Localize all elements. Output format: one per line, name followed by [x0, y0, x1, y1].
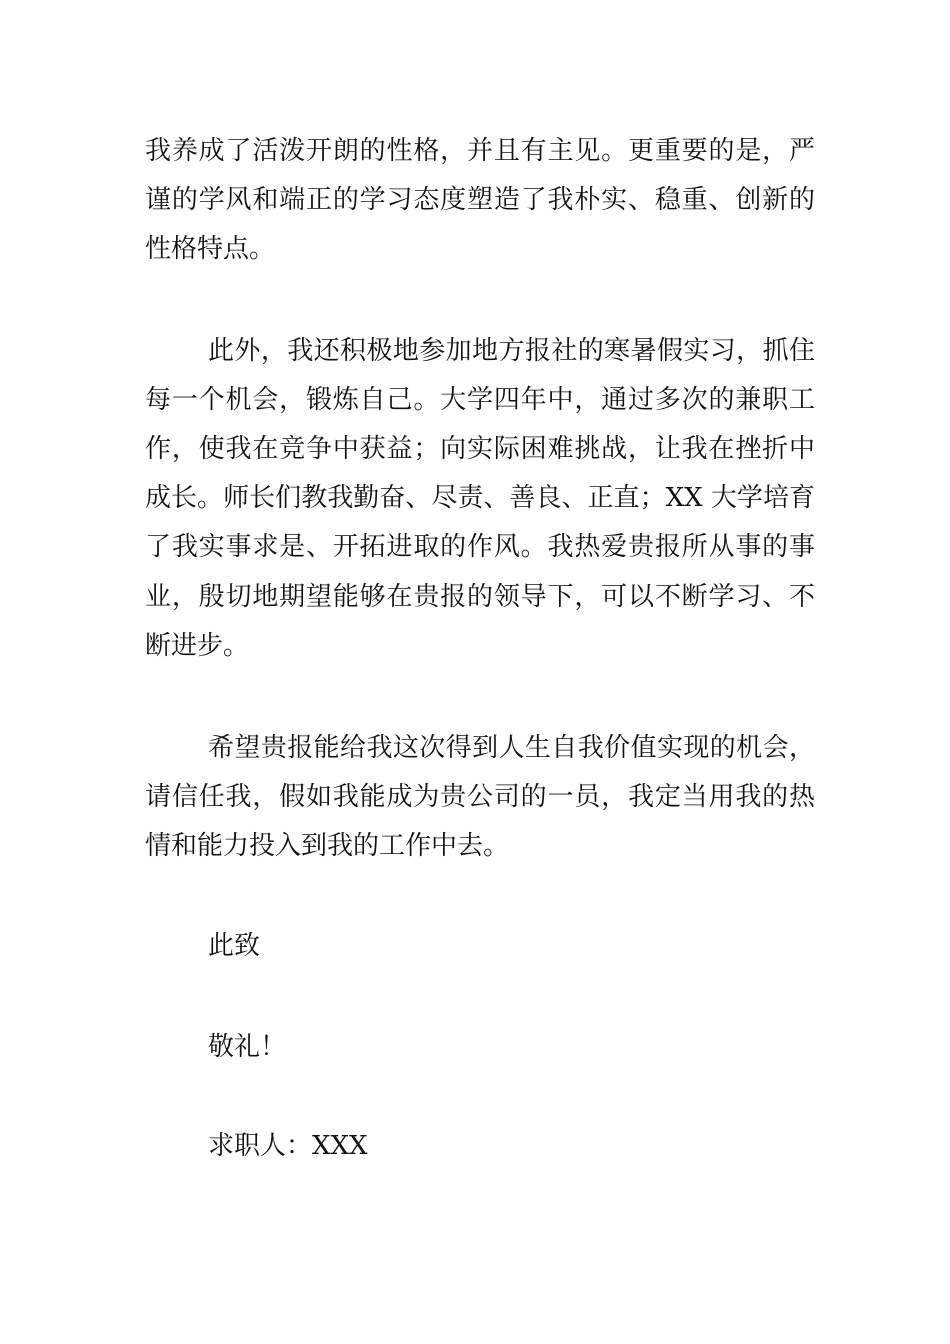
- signature-text: 求职人：XXX: [208, 1131, 368, 1161]
- paragraph-line: 此外，我还积极地参加地方报社的寒暑假实习，抓住: [208, 336, 815, 366]
- salutation-text: 此致: [208, 931, 261, 961]
- paragraph-line: 情和能力投入到我的工作中去。: [145, 831, 510, 861]
- regards-text: 敬礼！: [208, 1032, 287, 1062]
- paragraph-line: 断进步。: [145, 631, 250, 661]
- paragraph-line: 希望贵报能给我这次得到人生自我价值实现的机会，: [208, 733, 815, 763]
- paragraph-line: 谨的学风和端正的学习态度塑造了我朴实、稳重、创新的: [145, 185, 815, 215]
- paragraph-line: 成长。师长们教我勤奋、尽责、善良、正直；XX 大学培育: [145, 483, 815, 513]
- paragraph-line: 请信任我，假如我能成为贵公司的一员，我定当用我的热: [145, 782, 815, 812]
- paragraph-line: 我养成了活泼开朗的性格，并且有主见。更重要的是，严: [145, 136, 815, 166]
- paragraph-line: 了我实事求是、开拓进取的作风。我热爱贵报所从事的事: [145, 532, 815, 562]
- paragraph-line: 作，使我在竞争中获益；向实际困难挑战，让我在挫折中: [145, 434, 815, 464]
- paragraph-line: 性格特点。: [145, 234, 276, 264]
- paragraph-line: 每一个机会，锻炼自己。大学四年中，通过多次的兼职工: [145, 385, 815, 415]
- paragraph-line: 业，殷切地期望能够在贵报的领导下，可以不断学习、不: [145, 582, 815, 612]
